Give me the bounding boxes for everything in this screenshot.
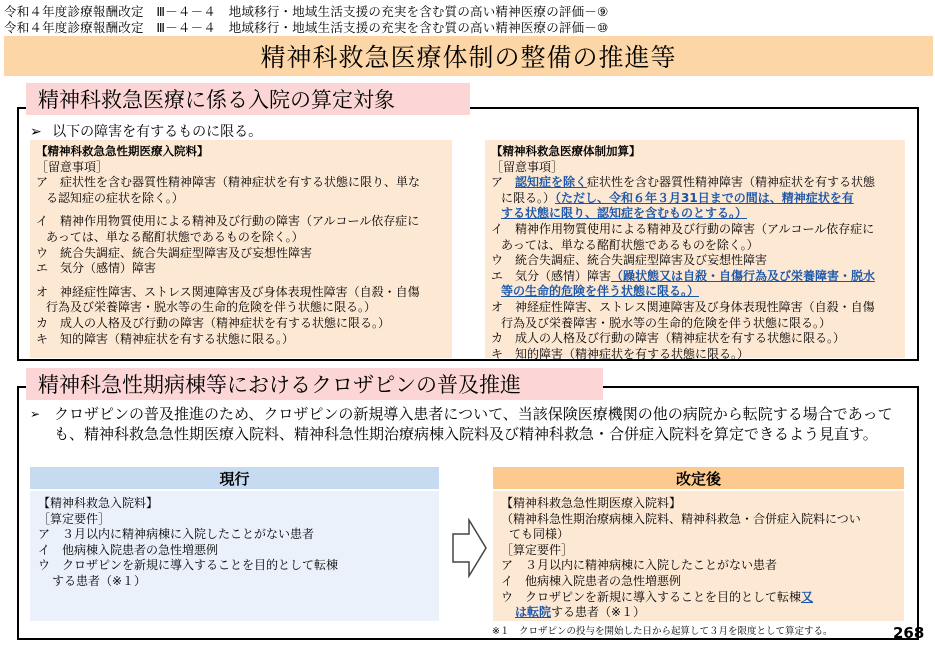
- highlight-text: （ただし、令和６年３月31日までの間は、精神症状を有: [555, 190, 854, 205]
- item-o-line2: 行為及び栄養障害・脱水等の生命的危険を伴う状態に限る。）: [501, 315, 832, 330]
- footnote: ※１ クロザピンの投与を開始した日から起算して３月を限度として算定する。: [492, 626, 833, 637]
- panel-emergency-acute-admission: [30, 140, 452, 358]
- revised-note-line1: （精神科急性期治療病棟入院料、精神科救急・合併症入院料につい: [501, 511, 861, 526]
- highlight-text: （躁状態又は自殺・自傷行為及び栄養障害・脱水: [611, 268, 876, 283]
- item-a-line2: る認知症の症状を除く。）: [46, 190, 184, 205]
- item-i-line2: あっては、単なる酩酊状態であるものを除く。）: [501, 237, 759, 252]
- item-e-line2: [491, 284, 899, 300]
- header-line-1: 令和４年度診療報酬改定 Ⅲ－４－４ 地域移行・地域生活支援の充実を含む質の高い精神医療の評価－⑨: [4, 4, 609, 19]
- item-ki: キ 知的障害（精神症状を有する状態に限る。）: [36, 331, 295, 346]
- item-u: ウ 統合失調症、統合失調症型障害及び妄想性障害: [491, 253, 768, 268]
- current-item-a: ア ３月以内に精神病棟に入院したことがない患者: [38, 527, 315, 542]
- highlight-text: は転院: [515, 605, 552, 620]
- item-e-line1: エ 気分（感情）障害（躁状態又は自殺・自傷行為及び栄養障害・脱水: [491, 268, 876, 283]
- bullet-arrow-icon: ➢: [30, 124, 42, 140]
- revised-item-a: ア ３月以内に精神病棟に入院したことがない患者: [501, 558, 778, 573]
- item-ka: カ 成人の人格及び行動の障害（精神症状を有する状態に限る。）: [36, 315, 391, 330]
- revised-item-u-line1: ウ クロザピンを新規に導入することを目的として転棟又: [501, 589, 814, 604]
- item-o-line1: オ 神経症性障害、ストレス関連障害及び身体表現性障害（自殺・自傷: [36, 284, 420, 299]
- bullet-arrow-icon: ➢: [30, 407, 41, 421]
- item-ki: キ 知的障害（精神症状を有する状態に限る。）: [491, 346, 750, 361]
- header-line-2: 令和４年度診療報酬改定 Ⅲ－４－４ 地域移行・地域生活支援の充実を含む質の高い精神医療の評価－⑩: [4, 20, 609, 35]
- panel-emergency-system-addition: [485, 140, 905, 361]
- current-item-u-line1: ウ クロザピンを新規に導入することを目的として転棟: [38, 558, 339, 573]
- current-item-u-line2: する患者（※１）: [52, 573, 147, 588]
- current-column-header: 現行: [30, 467, 439, 489]
- section2-bullet: [30, 404, 910, 444]
- item-a-line1: ア 認知症を除く症状性を含む器質性精神障害（精神症状を有する状態: [491, 175, 876, 190]
- item-u: ウ 統合失調症、統合失調症型障害及び妄想性障害: [36, 245, 313, 260]
- item-a-line3: [491, 206, 899, 222]
- page-title: 精神科救急医療体制の整備の推進等: [260, 43, 677, 72]
- item-a-line2: に限る。）（ただし、令和６年３月31日までの間は、精神症状を有: [501, 190, 854, 205]
- item-a-line1: ア 症状性を含む器質性精神障害（精神症状を有する状態に限り、単な: [36, 175, 421, 190]
- panel-heading: 【精神科救急医療体制加算】: [491, 144, 641, 158]
- item-o-line2: 行為及び栄養障害・脱水等の生命的危険を伴う状態に限る。）: [46, 300, 377, 315]
- current-heading: 【精神科救急入院料】: [38, 496, 159, 510]
- revised-subheading: ［算定要件］: [501, 542, 574, 557]
- revised-note-line2: ても同様）: [509, 527, 570, 542]
- section1-bullet-text: 以下の障害を有するものに限る。: [52, 124, 263, 140]
- section1-heading: 精神科救急医療に係る入院の算定対象: [26, 83, 470, 115]
- item-i-line1: イ 精神作用物質使用による精神及び行動の障害（アルコール依存症に: [491, 221, 875, 236]
- highlight-text: する状態に限り、認知症を含むものとする。）: [501, 206, 748, 221]
- item-o-line1: オ 神経症性障害、ストレス関連障害及び身体表現性障害（自殺・自傷: [491, 299, 875, 314]
- section2-heading: 精神科急性期病棟等におけるクロザピンの普及推進: [26, 368, 603, 400]
- right-arrow-icon: [452, 518, 488, 578]
- revised-heading: 【精神科救急急性期医療入院料】: [501, 496, 682, 510]
- highlight-text: 又: [801, 589, 814, 604]
- item-i-line2: あっては、単なる酩酊状態であるものを除く。）: [46, 229, 304, 244]
- item-ka: カ 成人の人格及び行動の障害（精神症状を有する状態に限る。）: [491, 331, 846, 346]
- page-number: 268: [893, 624, 925, 642]
- current-item-i: イ 他病棟入院患者の急性増悪例: [38, 542, 219, 557]
- revised-item-i: イ 他病棟入院患者の急性増悪例: [501, 573, 682, 588]
- section2-bullet-text: クロザピンの普及推進のため、クロザピンの新規導入患者について、当該保険医療機関の他の病院から転院する場合であっても、精神科救急急性期医療入院料、精神科急性期治療病棟入院料及び精神科救急・合併症入院料を算定できるよう見直す。: [54, 405, 893, 443]
- title-bar: [4, 36, 933, 76]
- current-column-body: [30, 491, 439, 621]
- panel-subheading: ［留意事項］: [491, 159, 564, 174]
- panel-heading: 【精神科救急急性期医療入院料】: [36, 144, 209, 158]
- revised-column-header: 改定後: [493, 467, 904, 489]
- panel-subheading: ［留意事項］: [36, 159, 109, 174]
- item-e: エ 気分（感情）障害: [36, 261, 157, 276]
- revised-column-body: [493, 491, 904, 621]
- current-subheading: ［算定要件］: [38, 511, 111, 526]
- section1-bullet: [30, 121, 262, 141]
- highlight-text: 等の生命的危険を伴う状態に限る。）: [501, 284, 700, 299]
- highlight-text: 認知症を除く: [515, 175, 588, 190]
- item-i-line1: イ 精神作用物質使用による精神及び行動の障害（アルコール依存症に: [36, 214, 420, 229]
- revised-item-u-line2: は転院する患者（※１）: [515, 605, 646, 620]
